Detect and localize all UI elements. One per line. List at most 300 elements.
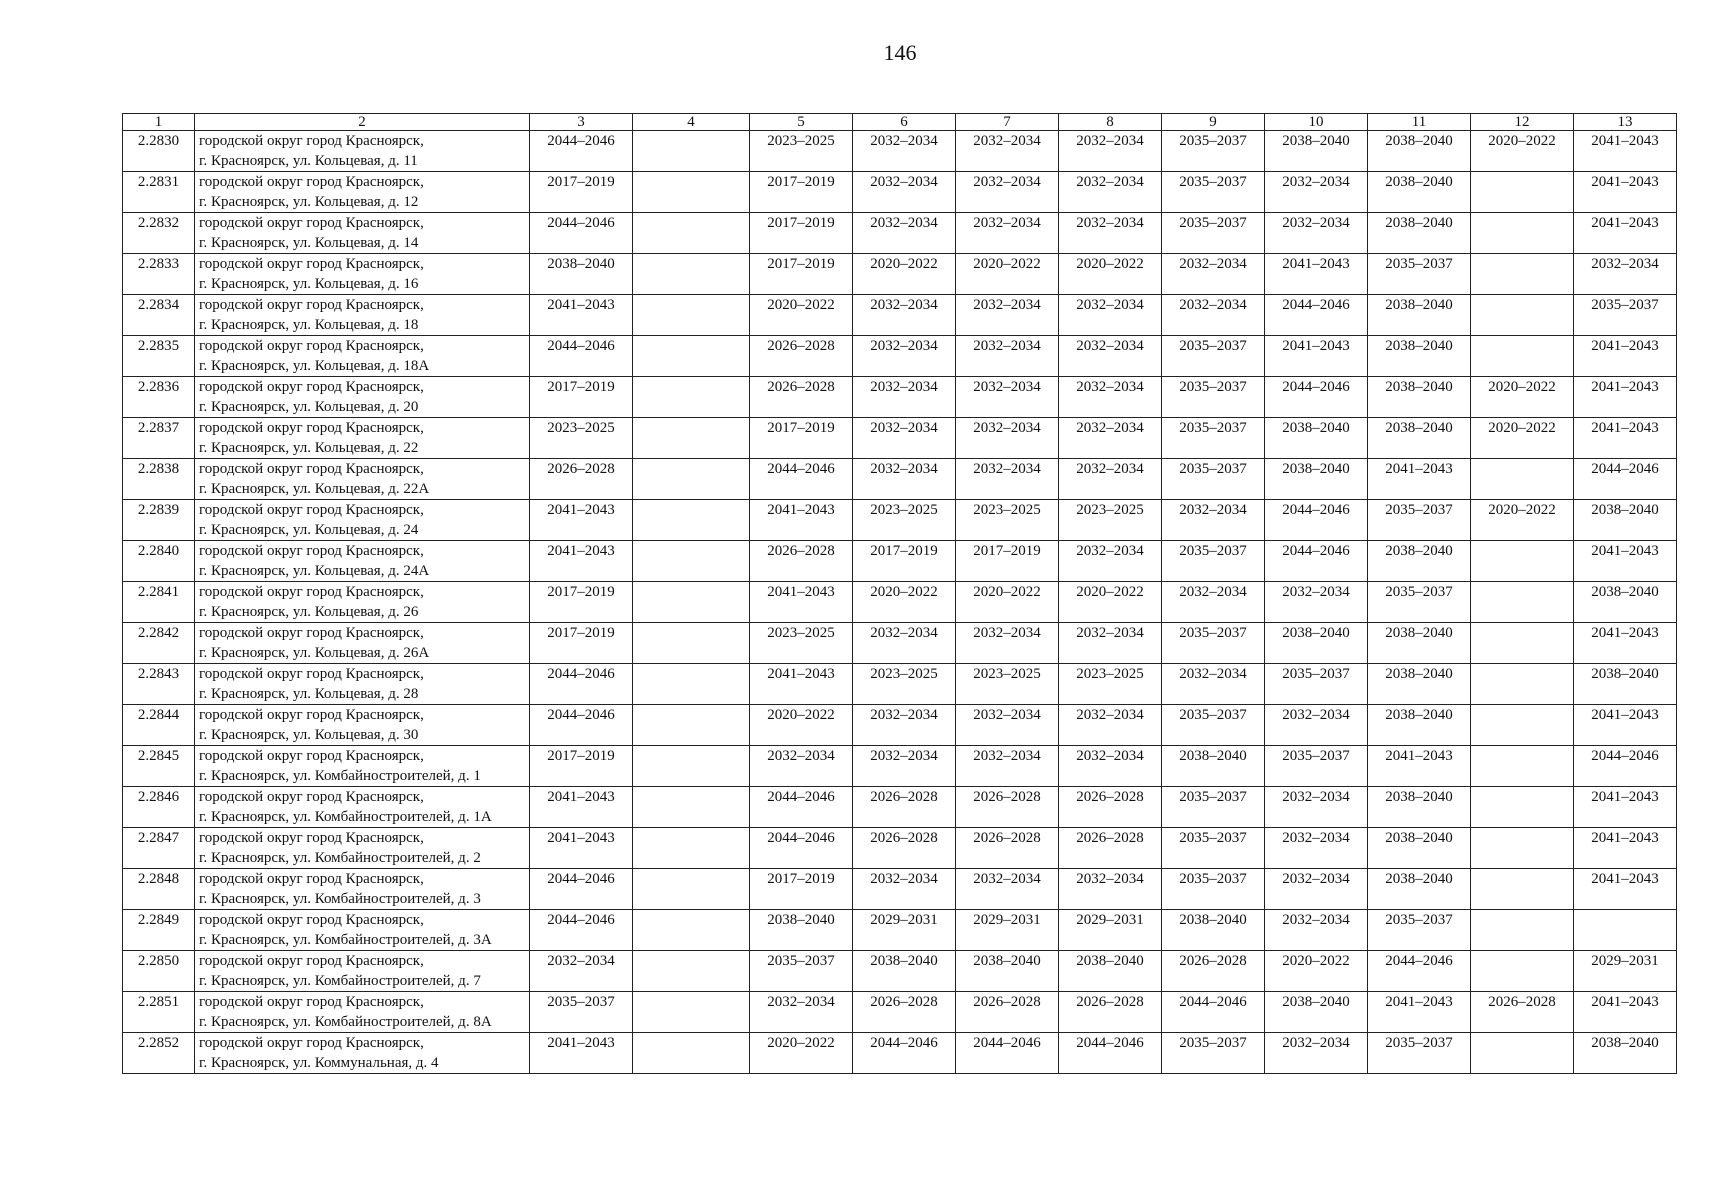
period-cell-10: 2041–2043 [1265, 336, 1368, 377]
period-cell-8: 2026–2028 [1059, 787, 1162, 828]
row-number: 2.2835 [123, 336, 195, 377]
period-cell-7: 2044–2046 [956, 1033, 1059, 1074]
period-cell-4 [633, 336, 750, 377]
period-cell-12: 2020–2022 [1471, 500, 1574, 541]
period-cell-7: 2032–2034 [956, 213, 1059, 254]
table-row [123, 459, 1677, 500]
period-cell-12 [1471, 459, 1574, 500]
column-header-1: 1 [123, 114, 195, 131]
column-header-4: 4 [633, 114, 750, 131]
period-cell-6: 2038–2040 [853, 951, 956, 992]
period-cell-5: 2041–2043 [750, 664, 853, 705]
column-header-8: 8 [1059, 114, 1162, 131]
period-cell-10: 2032–2034 [1265, 213, 1368, 254]
address-line-district: городской округ город Красноярск, [199, 502, 424, 518]
period-cell-7: 2020–2022 [956, 254, 1059, 295]
period-cell-11: 2038–2040 [1368, 377, 1471, 418]
address-cell [195, 992, 530, 1033]
address-cell [195, 336, 530, 377]
header-row [123, 114, 1677, 131]
column-header-12: 12 [1471, 114, 1574, 131]
period-cell-7: 2029–2031 [956, 910, 1059, 951]
period-cell-11: 2035–2037 [1368, 254, 1471, 295]
table-row [123, 664, 1677, 705]
address-line-street: г. Красноярск, ул. Комбайностроителей, д. 2 [199, 850, 481, 866]
address-line-district: городской округ город Красноярск, [199, 133, 424, 149]
period-cell-5: 2035–2037 [750, 951, 853, 992]
period-cell-7: 2032–2034 [956, 746, 1059, 787]
address-line-street: г. Красноярск, ул. Комбайностроителей, д. 8А [199, 1014, 492, 1030]
period-cell-4 [633, 664, 750, 705]
period-cell-13: 2041–2043 [1574, 541, 1677, 582]
address-line-district: городской округ город Красноярск, [199, 543, 424, 559]
address-cell [195, 541, 530, 582]
address-cell [195, 582, 530, 623]
table-row [123, 992, 1677, 1033]
period-cell-10: 2035–2037 [1265, 664, 1368, 705]
period-cell-11: 2038–2040 [1368, 541, 1471, 582]
address-cell [195, 664, 530, 705]
period-cell-3: 2026–2028 [530, 459, 633, 500]
address-line-district: городской округ город Красноярск, [199, 707, 424, 723]
row-number: 2.2834 [123, 295, 195, 336]
period-cell-9: 2032–2034 [1162, 500, 1265, 541]
table-row [123, 131, 1677, 172]
period-cell-10: 2035–2037 [1265, 746, 1368, 787]
column-header-5: 5 [750, 114, 853, 131]
period-cell-12 [1471, 295, 1574, 336]
row-number: 2.2849 [123, 910, 195, 951]
period-cell-6: 2020–2022 [853, 582, 956, 623]
period-cell-9: 2035–2037 [1162, 213, 1265, 254]
period-cell-12 [1471, 787, 1574, 828]
period-cell-6: 2032–2034 [853, 418, 956, 459]
row-number: 2.2844 [123, 705, 195, 746]
address-cell [195, 377, 530, 418]
period-cell-3: 2044–2046 [530, 131, 633, 172]
column-header-6: 6 [853, 114, 956, 131]
address-line-street: г. Красноярск, ул. Кольцевая, д. 18А [199, 358, 430, 374]
address-cell [195, 131, 530, 172]
column-header-10: 10 [1265, 114, 1368, 131]
period-cell-8: 2032–2034 [1059, 418, 1162, 459]
period-cell-4 [633, 582, 750, 623]
period-cell-13: 2041–2043 [1574, 992, 1677, 1033]
period-cell-9: 2038–2040 [1162, 910, 1265, 951]
address-line-district: городской округ город Красноярск, [199, 297, 424, 313]
period-cell-11: 2041–2043 [1368, 459, 1471, 500]
period-cell-13: 2038–2040 [1574, 664, 1677, 705]
address-cell [195, 254, 530, 295]
address-line-district: городской округ город Красноярск, [199, 666, 424, 682]
period-cell-7: 2032–2034 [956, 336, 1059, 377]
period-cell-12 [1471, 541, 1574, 582]
table-row [123, 254, 1677, 295]
address-cell [195, 910, 530, 951]
period-cell-6: 2032–2034 [853, 623, 956, 664]
address-line-street: г. Красноярск, ул. Кольцевая, д. 18 [199, 317, 419, 333]
table-body [123, 131, 1677, 1074]
period-cell-13: 2041–2043 [1574, 787, 1677, 828]
period-cell-10: 2044–2046 [1265, 377, 1368, 418]
row-number: 2.2845 [123, 746, 195, 787]
address-line-district: городской округ город Красноярск, [199, 994, 424, 1010]
period-cell-11: 2038–2040 [1368, 664, 1471, 705]
period-cell-13: 2038–2040 [1574, 1033, 1677, 1074]
period-cell-10: 2044–2046 [1265, 500, 1368, 541]
row-number: 2.2842 [123, 623, 195, 664]
address-line-street: г. Красноярск, ул. Комбайностроителей, д. 1 [199, 768, 481, 784]
address-cell [195, 295, 530, 336]
period-cell-12: 2020–2022 [1471, 418, 1574, 459]
table-row [123, 828, 1677, 869]
period-cell-3: 2044–2046 [530, 336, 633, 377]
period-cell-3: 2032–2034 [530, 951, 633, 992]
period-cell-7: 2026–2028 [956, 992, 1059, 1033]
address-line-street: г. Красноярск, ул. Кольцевая, д. 26 [199, 604, 419, 620]
period-cell-13: 2041–2043 [1574, 213, 1677, 254]
table-row [123, 623, 1677, 664]
period-cell-5: 2023–2025 [750, 623, 853, 664]
period-cell-6: 2032–2034 [853, 746, 956, 787]
period-cell-5: 2020–2022 [750, 705, 853, 746]
address-line-street: г. Красноярск, ул. Кольцевая, д. 24 [199, 522, 419, 538]
period-cell-6: 2032–2034 [853, 869, 956, 910]
address-cell [195, 828, 530, 869]
period-cell-12: 2020–2022 [1471, 377, 1574, 418]
period-cell-3: 2044–2046 [530, 664, 633, 705]
period-cell-11: 2038–2040 [1368, 623, 1471, 664]
address-line-street: г. Красноярск, ул. Кольцевая, д. 28 [199, 686, 419, 702]
row-number: 2.2848 [123, 869, 195, 910]
table-row [123, 746, 1677, 787]
period-cell-6: 2032–2034 [853, 459, 956, 500]
period-cell-9: 2044–2046 [1162, 992, 1265, 1033]
period-cell-4 [633, 1033, 750, 1074]
period-cell-7: 2032–2034 [956, 172, 1059, 213]
period-cell-3: 2041–2043 [530, 500, 633, 541]
period-cell-8: 2032–2034 [1059, 131, 1162, 172]
table-row [123, 418, 1677, 459]
address-line-district: городской округ город Красноярск, [199, 830, 424, 846]
column-header-2: 2 [195, 114, 530, 131]
address-line-street: г. Красноярск, ул. Кольцевая, д. 22 [199, 440, 419, 456]
period-cell-11: 2038–2040 [1368, 828, 1471, 869]
period-cell-11: 2044–2046 [1368, 951, 1471, 992]
period-cell-5: 2017–2019 [750, 254, 853, 295]
address-cell [195, 213, 530, 254]
address-line-district: городской округ город Красноярск, [199, 625, 424, 641]
period-cell-7: 2032–2034 [956, 295, 1059, 336]
row-number: 2.2833 [123, 254, 195, 295]
period-cell-5: 2026–2028 [750, 541, 853, 582]
period-cell-10: 2032–2034 [1265, 828, 1368, 869]
period-cell-3: 2023–2025 [530, 418, 633, 459]
period-cell-4 [633, 787, 750, 828]
period-cell-9: 2035–2037 [1162, 705, 1265, 746]
period-cell-12 [1471, 746, 1574, 787]
row-number: 2.2838 [123, 459, 195, 500]
period-cell-13: 2038–2040 [1574, 500, 1677, 541]
period-cell-9: 2035–2037 [1162, 459, 1265, 500]
period-cell-11: 2041–2043 [1368, 992, 1471, 1033]
period-cell-4 [633, 951, 750, 992]
period-cell-8: 2032–2034 [1059, 705, 1162, 746]
table-row [123, 295, 1677, 336]
period-cell-5: 2032–2034 [750, 746, 853, 787]
period-cell-9: 2032–2034 [1162, 295, 1265, 336]
period-cell-7: 2038–2040 [956, 951, 1059, 992]
period-cell-5: 2026–2028 [750, 377, 853, 418]
period-cell-5: 2026–2028 [750, 336, 853, 377]
page-number: 146 [883, 40, 917, 65]
address-line-street: г. Красноярск, ул. Комбайностроителей, д. 7 [199, 973, 481, 989]
row-number: 2.2847 [123, 828, 195, 869]
period-cell-5: 2044–2046 [750, 459, 853, 500]
period-cell-8: 2032–2034 [1059, 213, 1162, 254]
period-cell-11: 2038–2040 [1368, 418, 1471, 459]
period-cell-10: 2038–2040 [1265, 418, 1368, 459]
period-cell-5: 2041–2043 [750, 582, 853, 623]
period-cell-6: 2032–2034 [853, 172, 956, 213]
period-cell-10: 2032–2034 [1265, 910, 1368, 951]
period-cell-13: 2041–2043 [1574, 418, 1677, 459]
period-cell-5: 2020–2022 [750, 295, 853, 336]
address-cell [195, 746, 530, 787]
period-cell-9: 2035–2037 [1162, 869, 1265, 910]
period-cell-3: 2038–2040 [530, 254, 633, 295]
row-number: 2.2850 [123, 951, 195, 992]
table-row [123, 172, 1677, 213]
address-line-district: городской округ город Красноярск, [199, 871, 424, 887]
period-cell-7: 2032–2034 [956, 705, 1059, 746]
period-cell-9: 2035–2037 [1162, 623, 1265, 664]
period-cell-6: 2026–2028 [853, 787, 956, 828]
period-cell-4 [633, 705, 750, 746]
address-cell [195, 459, 530, 500]
table-row [123, 336, 1677, 377]
period-cell-3: 2035–2037 [530, 992, 633, 1033]
period-cell-4 [633, 172, 750, 213]
period-cell-6: 2032–2034 [853, 336, 956, 377]
period-cell-3: 2017–2019 [530, 746, 633, 787]
period-cell-9: 2035–2037 [1162, 336, 1265, 377]
period-cell-4 [633, 623, 750, 664]
period-cell-9: 2026–2028 [1162, 951, 1265, 992]
period-cell-8: 2029–2031 [1059, 910, 1162, 951]
period-cell-8: 2032–2034 [1059, 377, 1162, 418]
column-header-3: 3 [530, 114, 633, 131]
period-cell-8: 2032–2034 [1059, 623, 1162, 664]
period-cell-9: 2035–2037 [1162, 1033, 1265, 1074]
period-cell-4 [633, 500, 750, 541]
period-cell-11: 2038–2040 [1368, 131, 1471, 172]
period-cell-5: 2023–2025 [750, 131, 853, 172]
period-cell-10: 2044–2046 [1265, 295, 1368, 336]
period-cell-9: 2035–2037 [1162, 787, 1265, 828]
period-cell-8: 2026–2028 [1059, 828, 1162, 869]
address-line-street: г. Красноярск, ул. Комбайностроителей, д. 1А [199, 809, 492, 825]
period-cell-4 [633, 869, 750, 910]
period-cell-10: 2038–2040 [1265, 131, 1368, 172]
table-row [123, 500, 1677, 541]
period-cell-7: 2023–2025 [956, 500, 1059, 541]
period-cell-13: 2044–2046 [1574, 459, 1677, 500]
period-cell-8: 2020–2022 [1059, 254, 1162, 295]
row-number: 2.2846 [123, 787, 195, 828]
registry-table [122, 113, 1677, 1074]
period-cell-8: 2032–2034 [1059, 746, 1162, 787]
period-cell-5: 2044–2046 [750, 787, 853, 828]
period-cell-13: 2029–2031 [1574, 951, 1677, 992]
period-cell-10: 2038–2040 [1265, 992, 1368, 1033]
table-row [123, 869, 1677, 910]
table-row [123, 541, 1677, 582]
address-line-street: г. Красноярск, ул. Комбайностроителей, д. 3 [199, 891, 481, 907]
period-cell-7: 2032–2034 [956, 377, 1059, 418]
table-row [123, 582, 1677, 623]
period-cell-12 [1471, 336, 1574, 377]
period-cell-5: 2038–2040 [750, 910, 853, 951]
period-cell-13: 2041–2043 [1574, 705, 1677, 746]
period-cell-8: 2032–2034 [1059, 541, 1162, 582]
period-cell-12 [1471, 664, 1574, 705]
period-cell-12 [1471, 172, 1574, 213]
period-cell-4 [633, 746, 750, 787]
period-cell-7: 2032–2034 [956, 869, 1059, 910]
period-cell-3: 2041–2043 [530, 787, 633, 828]
period-cell-10: 2020–2022 [1265, 951, 1368, 992]
period-cell-10: 2041–2043 [1265, 254, 1368, 295]
period-cell-12 [1471, 951, 1574, 992]
period-cell-3: 2041–2043 [530, 1033, 633, 1074]
period-cell-11: 2041–2043 [1368, 746, 1471, 787]
address-cell [195, 500, 530, 541]
period-cell-11: 2035–2037 [1368, 582, 1471, 623]
period-cell-12 [1471, 705, 1574, 746]
address-cell [195, 951, 530, 992]
period-cell-11: 2038–2040 [1368, 869, 1471, 910]
table-row [123, 910, 1677, 951]
address-cell [195, 418, 530, 459]
period-cell-10: 2032–2034 [1265, 172, 1368, 213]
period-cell-10: 2032–2034 [1265, 705, 1368, 746]
period-cell-4 [633, 131, 750, 172]
period-cell-3: 2044–2046 [530, 213, 633, 254]
period-cell-11: 2038–2040 [1368, 172, 1471, 213]
column-header-11: 11 [1368, 114, 1471, 131]
period-cell-4 [633, 254, 750, 295]
period-cell-7: 2026–2028 [956, 828, 1059, 869]
period-cell-7: 2020–2022 [956, 582, 1059, 623]
address-line-street: г. Красноярск, ул. Кольцевая, д. 22А [199, 481, 430, 497]
column-header-9: 9 [1162, 114, 1265, 131]
period-cell-4 [633, 992, 750, 1033]
period-cell-6: 2032–2034 [853, 377, 956, 418]
period-cell-4 [633, 418, 750, 459]
period-cell-12 [1471, 582, 1574, 623]
period-cell-4 [633, 459, 750, 500]
period-cell-5: 2041–2043 [750, 500, 853, 541]
address-cell [195, 1033, 530, 1074]
period-cell-5: 2017–2019 [750, 213, 853, 254]
period-cell-13: 2041–2043 [1574, 869, 1677, 910]
period-cell-11: 2038–2040 [1368, 213, 1471, 254]
period-cell-13: 2035–2037 [1574, 295, 1677, 336]
address-line-district: городской округ город Красноярск, [199, 379, 424, 395]
period-cell-11: 2038–2040 [1368, 336, 1471, 377]
address-line-district: городской округ город Красноярск, [199, 584, 424, 600]
period-cell-10: 2044–2046 [1265, 541, 1368, 582]
period-cell-3: 2044–2046 [530, 910, 633, 951]
address-line-street: г. Красноярск, ул. Кольцевая, д. 30 [199, 727, 419, 743]
period-cell-5: 2032–2034 [750, 992, 853, 1033]
row-number: 2.2841 [123, 582, 195, 623]
period-cell-9: 2035–2037 [1162, 131, 1265, 172]
period-cell-8: 2032–2034 [1059, 869, 1162, 910]
period-cell-4 [633, 295, 750, 336]
address-line-district: городской округ город Красноярск, [199, 215, 424, 231]
address-line-district: городской округ город Красноярск, [199, 748, 424, 764]
period-cell-7: 2032–2034 [956, 131, 1059, 172]
row-number: 2.2843 [123, 664, 195, 705]
period-cell-9: 2038–2040 [1162, 746, 1265, 787]
period-cell-8: 2032–2034 [1059, 295, 1162, 336]
period-cell-3: 2041–2043 [530, 295, 633, 336]
period-cell-7: 2032–2034 [956, 459, 1059, 500]
period-cell-9: 2035–2037 [1162, 377, 1265, 418]
period-cell-13: 2041–2043 [1574, 131, 1677, 172]
period-cell-11: 2035–2037 [1368, 1033, 1471, 1074]
period-cell-13: 2041–2043 [1574, 336, 1677, 377]
address-cell [195, 705, 530, 746]
period-cell-6: 2026–2028 [853, 828, 956, 869]
row-number: 2.2832 [123, 213, 195, 254]
period-cell-13: 2041–2043 [1574, 377, 1677, 418]
address-cell [195, 869, 530, 910]
period-cell-12 [1471, 828, 1574, 869]
period-cell-3: 2041–2043 [530, 828, 633, 869]
address-line-street: г. Красноярск, ул. Кольцевая, д. 26А [199, 645, 430, 661]
period-cell-3: 2017–2019 [530, 377, 633, 418]
address-line-district: городской округ город Красноярск, [199, 461, 424, 477]
period-cell-7: 2032–2034 [956, 623, 1059, 664]
period-cell-5: 2017–2019 [750, 172, 853, 213]
period-cell-7: 2026–2028 [956, 787, 1059, 828]
period-cell-10: 2038–2040 [1265, 459, 1368, 500]
period-cell-6: 2044–2046 [853, 1033, 956, 1074]
address-line-district: городской округ город Красноярск, [199, 953, 424, 969]
period-cell-8: 2023–2025 [1059, 664, 1162, 705]
period-cell-9: 2032–2034 [1162, 582, 1265, 623]
address-line-street: г. Красноярск, ул. Коммунальная, д. 4 [199, 1055, 439, 1071]
row-number: 2.2831 [123, 172, 195, 213]
period-cell-6: 2026–2028 [853, 992, 956, 1033]
address-line-street: г. Красноярск, ул. Кольцевая, д. 14 [199, 235, 419, 251]
period-cell-4 [633, 541, 750, 582]
period-cell-8: 2032–2034 [1059, 336, 1162, 377]
period-cell-5: 2017–2019 [750, 869, 853, 910]
period-cell-9: 2035–2037 [1162, 418, 1265, 459]
address-line-street: г. Красноярск, ул. Кольцевая, д. 12 [199, 194, 419, 210]
period-cell-4 [633, 828, 750, 869]
period-cell-6: 2032–2034 [853, 131, 956, 172]
period-cell-10: 2032–2034 [1265, 1033, 1368, 1074]
period-cell-7: 2023–2025 [956, 664, 1059, 705]
period-cell-3: 2017–2019 [530, 623, 633, 664]
period-cell-12: 2026–2028 [1471, 992, 1574, 1033]
period-cell-9: 2035–2037 [1162, 172, 1265, 213]
